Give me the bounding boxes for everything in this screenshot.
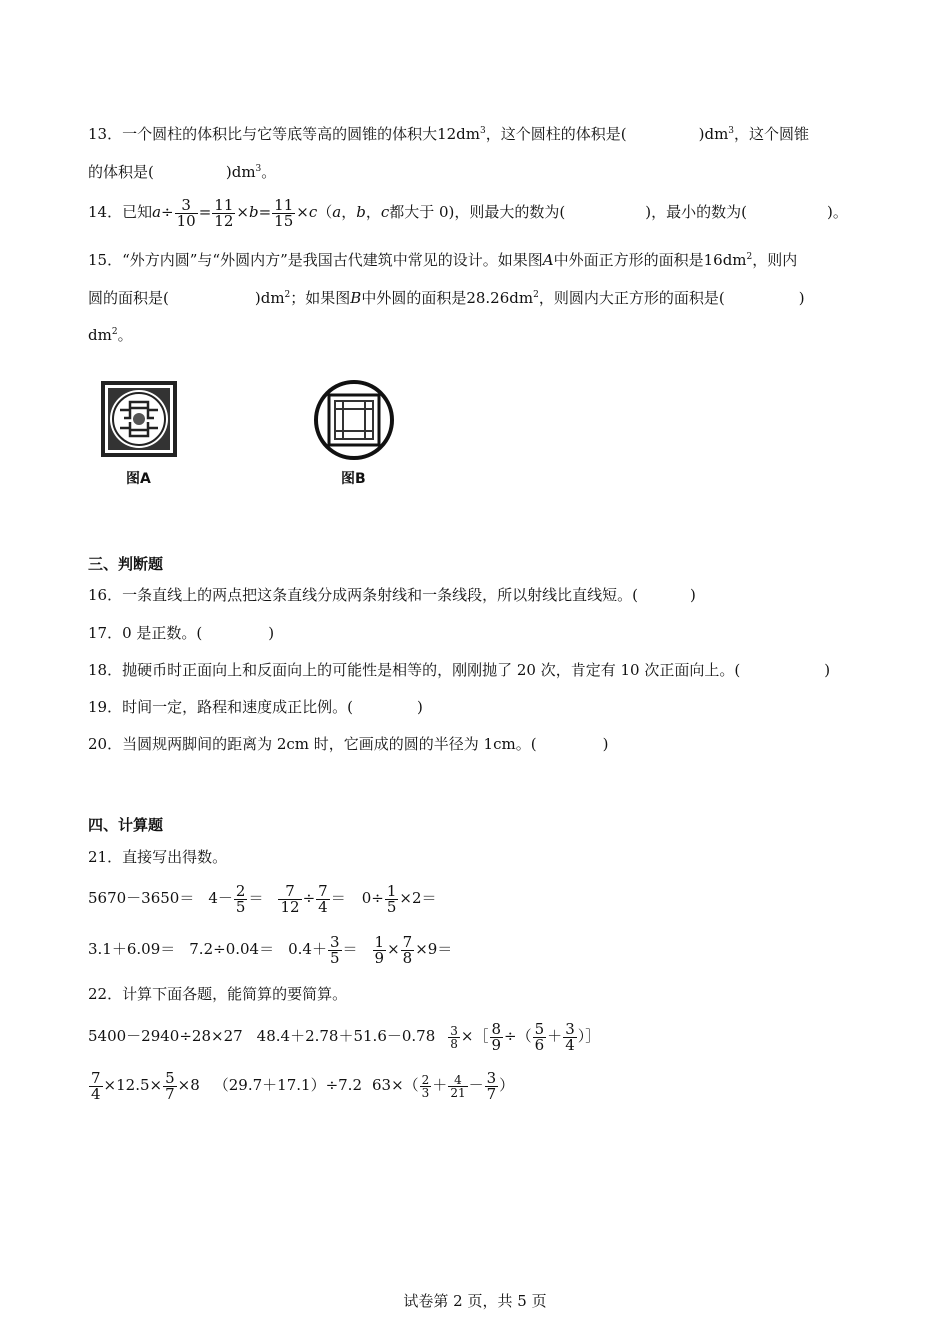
fraction: $\frac{3}{10}$ bbox=[176, 195, 196, 230]
fraction: $\frac{3}{8}$ bbox=[450, 1023, 458, 1051]
q17: 17．0 是正数。( ) bbox=[88, 624, 275, 642]
fraction: $\frac{1}{9}$ bbox=[374, 932, 385, 967]
q20: 20．当圆规两脚间的距离为 2cm 时，它画成的圆的半径为 1cm。( ) bbox=[88, 735, 609, 753]
q22-row2: $\frac{7}{4}$ ×12.5× $\frac{5}{7}$ ×8 （29.7＋17.1）÷7.2 63×（ $\frac{2}{3}$ ＋ $\frac{4}{21}$ － $\frac{3}{7}$ ） bbox=[91, 1068, 515, 1103]
figure-a-label: 图A bbox=[126, 471, 151, 487]
q13-line2: 的体积是( )$dm^3$。 bbox=[88, 163, 277, 181]
fraction: $\frac{5}{7}$ bbox=[165, 1068, 175, 1103]
q15-line1: 15．“外方内圆”与“外圆内方”是我国古代建筑中常见的设计。如果图A中外面正方形的面积是$16dm^2$，则内 bbox=[88, 251, 798, 269]
q19: 19．时间一定，路程和速度成正比例。( ) bbox=[88, 698, 423, 716]
q18: 18．抛硬币时正面向上和反面向上的可能性是相等的，刚刚抛了 20 次，肯定有 10 次正面向上。( ) bbox=[88, 661, 831, 679]
figure-a-outer-square-inner-circle bbox=[100, 380, 178, 458]
fraction: $\frac{11}{15}$ bbox=[274, 195, 294, 230]
fraction: $\frac{1}{5}$ bbox=[386, 881, 397, 916]
figure-b-label: 图B bbox=[341, 471, 366, 487]
q22: 22．计算下面各题，能简算的要简算。 bbox=[88, 985, 348, 1003]
fraction: $\frac{11}{12}$ bbox=[214, 195, 234, 230]
fraction: $\frac{7}{8}$ bbox=[402, 932, 413, 967]
fraction: $\frac{5}{6}$ bbox=[534, 1019, 545, 1054]
q16: 16．一条直线上的两点把这条直线分成两条射线和一条线段，所以射线比直线短。( ) bbox=[88, 586, 696, 604]
figure-b-outer-circle-inner-square bbox=[314, 380, 394, 460]
fraction: $\frac{3}{7}$ bbox=[486, 1068, 497, 1103]
q15-line3: $dm^2$。 bbox=[88, 326, 133, 344]
fraction: $\frac{3}{4}$ bbox=[565, 1019, 575, 1054]
fraction: $\frac{8}{9}$ bbox=[491, 1019, 502, 1054]
q21: 21．直接写出得数。 bbox=[88, 848, 228, 866]
q15-line2: 圆的面积是( )$dm^2$；如果图B中外圆的面积是$28.26dm^2$，则圆内大正方形的面积是( ) bbox=[88, 289, 805, 307]
page-footer: 试卷第 2 页，共 5 页 bbox=[403, 1292, 547, 1310]
fraction: $\frac{7}{4}$ bbox=[318, 881, 328, 916]
section3-title: 三、判断题 bbox=[88, 555, 164, 573]
q21-row1: 5670－3650＝ 4－ $\frac{2}{5}$ ＝ $\frac{7}{12}$ ÷ $\frac{7}{4}$ ＝ 0÷ $\frac{1}{5}$ ×2＝ bbox=[88, 881, 437, 916]
section4-title: 四、计算题 bbox=[88, 816, 164, 834]
fraction: $\frac{2}{5}$ bbox=[235, 881, 246, 916]
fraction: $\frac{2}{3}$ bbox=[421, 1072, 430, 1100]
q14-line: 14．已知a÷ $\frac{3}{10}$ = $\frac{11}{12}$ ×b= $\frac{11}{15}$ ×c（a，b，c都大于 0)，则最大的数为( )，最小的数为( )。 bbox=[88, 195, 848, 230]
q21-row2: 3.1＋6.09＝ 7.2÷0.04＝ 0.4＋ $\frac{3}{5}$ ＝ $\frac{1}{9}$ × $\frac{7}{8}$ ×9＝ bbox=[88, 932, 453, 967]
fraction: $\frac{3}{5}$ bbox=[329, 932, 340, 967]
fraction: $\frac{7}{12}$ bbox=[280, 881, 300, 916]
q13-line1: 13．一个圆柱的体积比与它等底等高的圆锥的体积大$12dm^3$，这个圆柱的体积是( )$dm^3$，这个圆锥 bbox=[88, 125, 810, 143]
q22-row1: 5400－2940÷28×27 48.4＋2.78＋51.6－0.78 $\frac{3}{8}$ ×［ $\frac{8}{9}$ ÷（ $\frac{5}{6}$ ＋ $\frac{3}{4}$ ）］ bbox=[88, 1019, 601, 1054]
fraction: $\frac{4}{21}$ bbox=[450, 1072, 466, 1100]
fraction: $\frac{7}{4}$ bbox=[91, 1068, 101, 1103]
